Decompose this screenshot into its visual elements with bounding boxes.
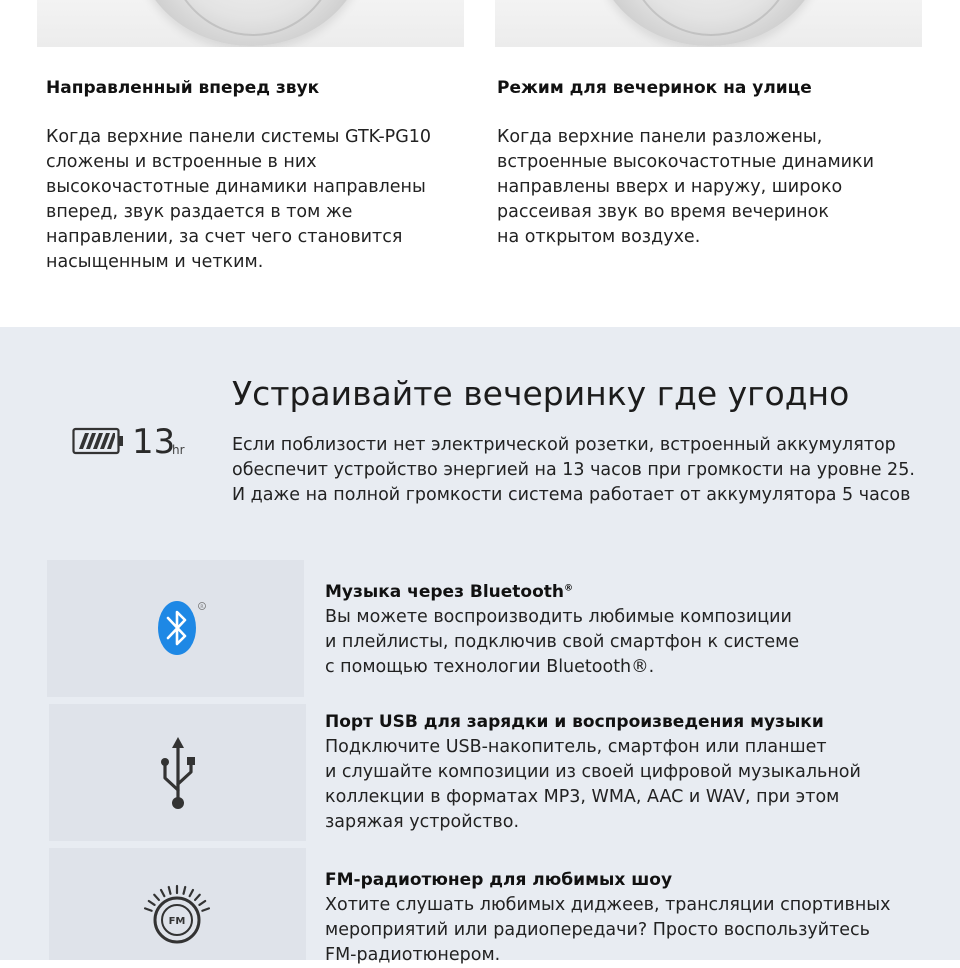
fm-text bbox=[325, 893, 925, 968]
product-photo-outdoor bbox=[495, 0, 922, 47]
dial-tick bbox=[190, 890, 193, 896]
bluetooth-title-text: Музыка через Bluetooth bbox=[325, 582, 565, 602]
text-line: с помощью технологии Bluetooth®. bbox=[325, 657, 655, 677]
text-line: рассеивая звук во время вечеринок bbox=[497, 202, 829, 222]
fm-feature bbox=[325, 868, 925, 968]
text-line: Подключите USB-накопитель, смартфон или планшет bbox=[325, 737, 827, 757]
text-line: Вы можете воспроизводить любимые композиции bbox=[325, 607, 792, 627]
battery-description bbox=[232, 433, 932, 508]
dial-tick bbox=[161, 890, 164, 896]
text-line: встроенные высокочастотные динамики bbox=[497, 152, 875, 172]
fm-title: FM-радиотюнер для любимых шоу bbox=[325, 870, 673, 890]
battery-icon bbox=[72, 420, 126, 464]
usb-feature bbox=[325, 710, 925, 835]
front-sound-text bbox=[46, 125, 456, 275]
text-line: насыщенным и четким. bbox=[46, 252, 264, 272]
dial-tick bbox=[184, 887, 186, 894]
text-line: Когда верхние панели разложены, bbox=[497, 127, 823, 147]
bluetooth-title bbox=[325, 580, 925, 605]
battery-indicator bbox=[72, 420, 202, 464]
usb-icon-box bbox=[49, 704, 306, 841]
fm-icon-box bbox=[49, 848, 306, 960]
registered-mark: ® bbox=[564, 583, 574, 594]
front-sound-block bbox=[46, 75, 456, 275]
text-line: мероприятий или радиопередачи? Просто воспользуйтесь bbox=[325, 920, 870, 940]
text-line: вперед, звук раздается в том же bbox=[46, 202, 353, 222]
dial-tick bbox=[154, 895, 159, 900]
dial-tick bbox=[199, 901, 205, 905]
dial-tick bbox=[195, 895, 200, 900]
fm-radio-icon bbox=[49, 848, 306, 960]
battery-unit: hr bbox=[172, 443, 185, 457]
top-section bbox=[0, 0, 960, 327]
bluetooth-icon bbox=[47, 560, 304, 697]
fm-label: FM bbox=[168, 916, 186, 927]
text-line: и плейлисты, подключив свой смартфон к системе bbox=[325, 632, 800, 652]
party-title: Устраивайте вечеринку где угодно bbox=[232, 374, 850, 413]
dial-tick bbox=[149, 901, 155, 905]
text-line: на открытом воздухе. bbox=[497, 227, 701, 247]
bluetooth-feature bbox=[325, 580, 925, 680]
outdoor-party-title: Режим для вечеринок на улице bbox=[497, 78, 812, 98]
outdoor-party-block bbox=[497, 75, 907, 250]
usb-title: Порт USB для зарядки и воспроизведения музыки bbox=[325, 712, 824, 732]
text-line: И даже на полной громкости система работает от аккумулятора 5 часов bbox=[232, 485, 911, 505]
battery-hours: 13 bbox=[132, 422, 176, 462]
text-line: высокочастотные динамики направлены bbox=[46, 177, 426, 197]
usb-text bbox=[325, 735, 925, 835]
outdoor-party-text bbox=[497, 125, 907, 250]
svg-text:R: R bbox=[200, 605, 204, 610]
text-line: направлении, за счет чего становится bbox=[46, 227, 403, 247]
front-sound-title: Направленный вперед звук bbox=[46, 78, 320, 98]
bluetooth-text bbox=[325, 605, 925, 680]
text-line: обеспечит устройство энергией на 13 часов при громкости на уровне 25. bbox=[232, 460, 915, 480]
text-line: Если поблизости нет электрической розетки, встроенный аккумулятор bbox=[232, 435, 896, 455]
dial-tick bbox=[145, 908, 152, 910]
bluetooth-icon-box bbox=[47, 560, 304, 697]
text-line: направлены вверх и наружу, широко bbox=[497, 177, 843, 197]
product-photo-front bbox=[37, 0, 464, 47]
text-line: и слушайте композиции из своей цифровой музыкальной bbox=[325, 762, 861, 782]
usb-icon bbox=[49, 704, 306, 841]
text-line: коллекции в форматах MP3, WMA, AAC и WAV, при этом bbox=[325, 787, 840, 807]
text-line: Хотите слушать любимых диджеев, трансляции спортивных bbox=[325, 895, 891, 915]
text-line: Когда верхние панели системы GTK-PG10 bbox=[46, 127, 432, 147]
text-line: сложены и встроенные в них bbox=[46, 152, 317, 172]
dial-tick bbox=[202, 908, 209, 910]
text-line: FM-радиотюнером. bbox=[325, 945, 501, 965]
text-line: заряжая устройство. bbox=[325, 812, 520, 832]
dial-tick bbox=[169, 887, 171, 894]
